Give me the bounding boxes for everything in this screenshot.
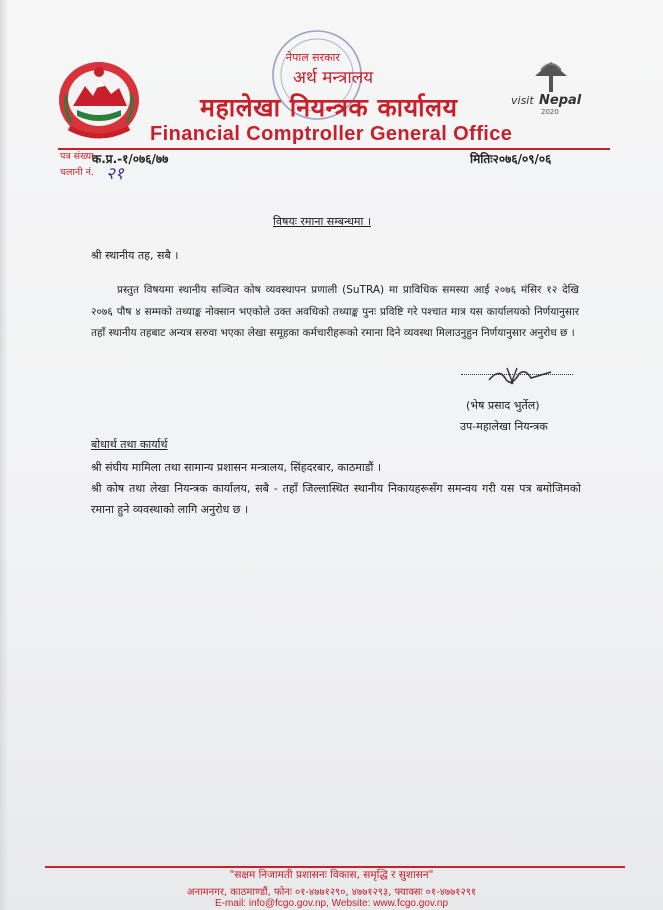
cc-line-2: श्री कोष तथा लेखा नियन्त्रक कार्यालय, सबै - तहाँ जिल्लास्थित स्थानीय निकायहरूसँग समन्वय गरी यस पत्र बमोजिमको रमाना हुने व्यवस्थाको लागि अनुरोध छ । [91, 482, 581, 516]
signature-scribble-icon [485, 364, 555, 386]
visit-nepal-logo-icon [505, 56, 597, 122]
footer-address: अनामनगर, काठमाण्डौं, फोनः ०१-४७७१२९०, ४७७१२९३, फ्याक्सः ०१-४७७१२९१ [186, 887, 477, 898]
stamp-top-text: नेपाल सरकार [286, 51, 340, 64]
patra-sankhya-label: पत्र संख्या [60, 151, 94, 162]
nepal-emblem-icon [55, 58, 143, 142]
letter-date: मितिः२०७६/०९/०६ [470, 152, 552, 166]
page-shadow [0, 0, 8, 910]
signatory-title: उप-महालेखा नियन्त्रक [460, 420, 548, 433]
svg-text:visit: visit [511, 94, 534, 107]
footer-contact: E-mail: info@fcgo.gov.np, Website: www.fcgo.gov.np [214, 898, 449, 909]
svg-text:Nepal: Nepal [539, 93, 582, 108]
signature-line [461, 374, 573, 375]
cc-line-1: श्री संघीय मामिला तथा सामान्य प्रशासन मन्त्रालय, सिंहदरबार, काठमाडौं । [91, 461, 382, 474]
letter-salutation: श्री स्थानीय तह, सबै । [91, 249, 179, 262]
svg-text:2020: 2020 [541, 108, 559, 116]
ministry-name: अर्थ मन्त्रालय [293, 68, 374, 88]
letter-subject: विषयः रमाना सम्बन्धमा । [273, 215, 371, 228]
cc-heading: बोधार्थ तथा कार्यार्थ [91, 438, 168, 451]
office-name-english: Financial Comptroller General Office [150, 123, 513, 145]
chalani-label: चलानी नं. [60, 167, 94, 178]
chalani-value: २१ [106, 164, 124, 184]
signatory-name: (भेष प्रसाद भुर्तेल) [466, 399, 540, 412]
footer-motto: "सक्षम निजामती प्रशासनः विकास, समृद्धि र सुशासन" [229, 869, 434, 881]
office-name-nepali: महालेखा नियन्त्रक कार्यालय [200, 93, 458, 122]
patra-sankhya-value: क.प्र.-१/०७६/७७ [92, 152, 169, 166]
letter-body: प्रस्तुत विषयमा स्थानीय सञ्चित कोष व्यवस्थापन प्रणाली (SuTRA) मा प्राविधिक समस्या आई २०७६ मंसिर १२ देखि २०७६ पौष ४ सम्मको तथ्याङ्क नोक्सान भएकोले उक्त अवधिको तथ्याङ्क पुनः प्रविष्टि गरे पश्चात मात्र यस कार्यालयको निर्णयानुसार तहाँ स्थानीय तहबाट अन्यत्र सरुवा भएका लेखा समूहका कर्मचारीहरूको रमाना दिने व्यवस्था मिलाउनुहुन निर्णयानुसार अनुरोध छ । [91, 284, 579, 339]
